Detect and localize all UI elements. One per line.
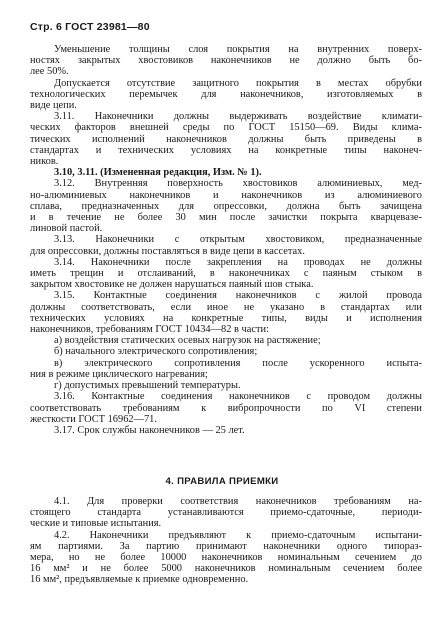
text-line: должны соответствовать, если иное не указано в стандартах или [30,301,422,313]
paragraph [30,290,422,335]
text-line: технологических перемычек для наконечников, изготовляемых в [30,88,422,100]
section-title: 4. ПРАВИЛА ПРИЕМКИ [165,476,279,487]
text-line: закрытом хвостовике не должен нарушаться паяный шов стыка. [30,279,314,291]
text-line: жесткости ГОСТ 16962—71. [30,413,157,425]
paragraph [30,78,422,112]
text-line: а) воздействия статических осевых нагрузок на растяжение; [54,335,321,347]
text-line: ям партиями. За партию принимают наконечники одного типораз- [30,540,422,552]
text-line: Уменьшение толщины слоя покрытия на внутренних поверх- [54,44,422,55]
paragraph [30,257,422,291]
text-line: тических исполнений наконечников должны быть приведены в [30,133,422,145]
paragraph [30,167,422,178]
paragraph [30,496,422,530]
text-line: 4.2. Наконечники предъявляют к приемо-сдаточным испытани- [54,529,422,541]
paragraph [30,358,422,380]
main-text-column [30,44,422,436]
text-line: стандартах и технических условиях на конкретные типы наконеч- [30,144,422,156]
text-line: иметь трещин и отслаиваний, в наконечниках с паяным стыком в [30,268,422,280]
text-line: ния в режиме циклического нагревания; [30,368,208,380]
text-line: стоящего стандарта устанавливаются приемо-сдаточные, периоди- [30,507,422,519]
text-line: соответствовать требованиям к вибропрочности по VI степени [30,402,422,414]
text-line: в) электрического сопротивления после ускоренного испыта- [54,357,422,369]
text-line: сплава, предназначенных для опрессовки, должна быть зачищена [30,200,422,212]
paragraph [30,391,422,425]
page-header: Стр. 6 ГОСТ 23981—80 [30,21,150,33]
text-line: линовой пастой. [30,223,103,235]
text-line: наконечников, требованиям ГОСТ 10434—82 в части: [30,324,269,336]
text-line: технических условиях на конкретные типы, виды и исполнения [30,312,422,324]
text-line: 3.11. Наконечники должны выдерживать воздействие климати- [54,111,422,123]
text-line: ностях закрытых хвостовиков наконечников не должно быть бо- [30,55,422,67]
text-line: мера, но не более 10000 наконечников номинальным сечением до [30,552,422,564]
text-line: 3.13. Наконечники с открытым хвостовиком, предназначенные [54,234,422,246]
text-line: для опрессовки, должны поставляться в виде цепи в кассетах. [30,245,305,257]
paragraph [30,335,422,346]
text-line: 3.16. Контактные соединения наконечников с проводом должны [54,391,422,403]
text-line: 4.1. Для проверки соответствия наконечников требованиям на- [54,496,422,507]
text-line: Допускается отсутствие защитного покрытия в местах обрубки [54,77,422,89]
text-line: но-алюминиевых наконечников и наконечников из алюминиевого [30,189,422,201]
paragraph [30,346,422,357]
text-line: ческие и типовые испытания. [30,518,162,530]
paragraph [30,234,422,256]
text-line: ников. [30,156,59,168]
text-line: 3.14. Наконечники после закрепления на проводах не должны [54,256,422,268]
paragraph [30,44,422,78]
paragraph [30,530,422,586]
paragraph [30,380,422,391]
paragraph [30,178,422,234]
text-line: виде цепи. [30,100,77,112]
text-line: ческих факторов внешней среды по ГОСТ 15150—69. Виды клима- [30,122,422,134]
text-line: б) начального электрического сопротивления; [54,346,258,358]
text-line: 3.15. Контактные соединения наконечников с жилой провода [54,290,422,302]
text-line: г) допустимых превышений температуры. [54,380,241,392]
text-line: 16 мм² и не более 5000 наконечников номинальным сечением более [30,563,422,575]
text-line: и в течение не более 30 мин после зачистки покрыта кварцевазе- [30,212,422,224]
text-line: 3.10, 3.11. (Измененная редакция, Изм. № 1). [54,167,262,179]
paragraph [30,425,422,436]
section-text-column [30,496,422,586]
text-line: лее 50%. [30,66,69,78]
text-line: 16 мм², предъявляемые к приемке одновременно. [30,574,249,586]
paragraph [30,111,422,167]
text-line: 3.12. Внутренняя поверхность хвостовиков алюминиевых, мед- [54,178,422,190]
text-line: 3.17. Срок службы наконечников — 25 лет. [54,424,245,436]
